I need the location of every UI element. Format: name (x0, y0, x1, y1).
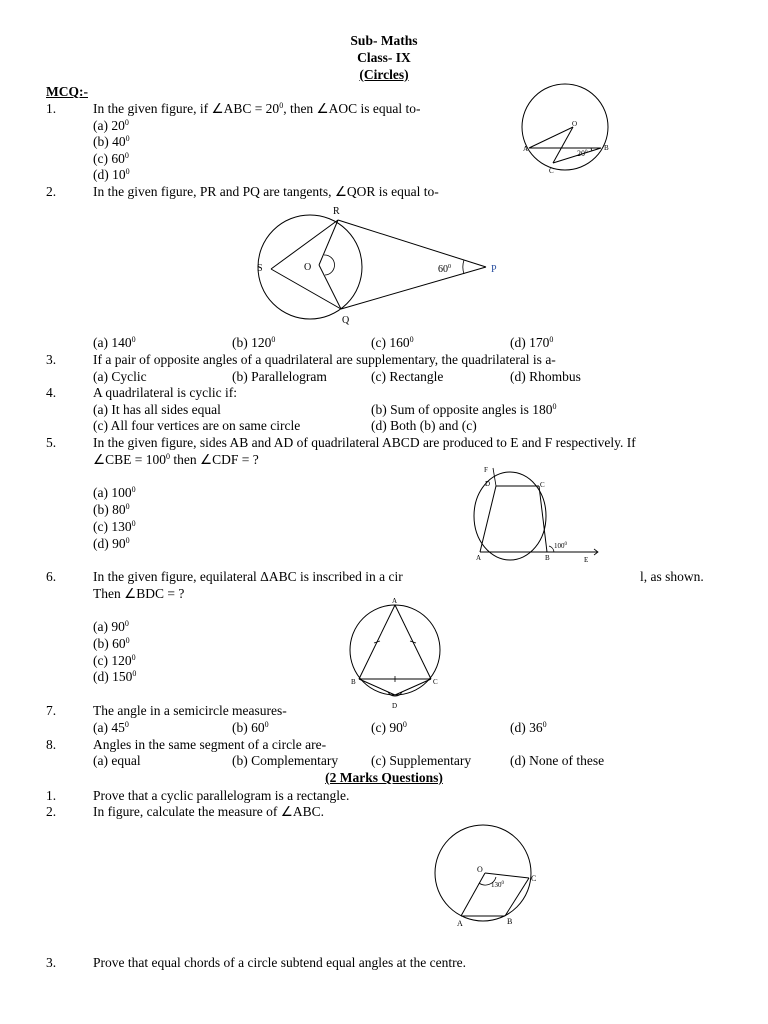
q5-fig-label-d: D (485, 480, 491, 488)
q6-fig-label-d: D (392, 702, 398, 710)
q8-text: Angles in the same segment of a circle are- (93, 737, 327, 752)
tm-q2-fig-label-c: C (531, 874, 537, 883)
q6-text-end: l, as shown. (640, 569, 704, 584)
chapter-title: (Circles) (359, 67, 409, 82)
q5-option-c: (c) $130^0$ (93, 519, 136, 534)
q1-fig-angle: $20^0$ (577, 149, 588, 158)
q6-number: 6. (46, 569, 57, 584)
q5-fig-label-b: B (545, 554, 550, 562)
q2-fig-label-p: P (491, 264, 497, 275)
q7-number: 7. (46, 703, 57, 718)
q7-option-c: (c) $90^0$ (371, 720, 407, 735)
q3-text: If a pair of opposite angles of a quadrilateral are supplementary, the quadrilateral is a- (93, 352, 556, 367)
q3-option-d: (d) Rhombus (510, 369, 581, 384)
q5-option-d: (d) $90^0$ (93, 536, 130, 551)
q6-text-start: In the given figure, equilateral ΔABC is inscribed in a cir (93, 569, 403, 584)
q5-fig-label-f: F (484, 466, 488, 474)
q5-number: 5. (46, 435, 57, 450)
class-title: Class- IX (357, 50, 411, 65)
q7-option-b: (b) $60^0$ (232, 720, 269, 735)
tm-q1-number: 1. (46, 788, 57, 803)
q8-option-b: (b) Complementary (232, 753, 339, 768)
q3-number: 3. (46, 352, 57, 367)
tm-q1-text: Prove that a cyclic parallelogram is a rectangle. (93, 788, 350, 803)
q3-option-b: (b) Parallelogram (232, 369, 327, 384)
q2-fig-label-o: O (304, 262, 312, 273)
q6-figure (345, 595, 445, 713)
q4-option-a: (a) It has all sides equal (93, 402, 221, 417)
q6-option-a: (a) $90^0$ (93, 619, 129, 634)
q3-option-c: (c) Rectangle (371, 369, 444, 384)
q2-option-d: (d) $170^0$ (510, 335, 554, 350)
q6-text-line2: Then ∠BDC = ? (93, 586, 185, 601)
q4-option-c: (c) All four vertices are on same circle (93, 418, 301, 433)
subject-title: Sub- Maths (350, 33, 418, 48)
q7-option-d: (d) $36^0$ (510, 720, 547, 735)
q8-number: 8. (46, 737, 57, 752)
q2-fig-label-r: R (333, 206, 340, 217)
q4-number: 4. (46, 385, 57, 400)
q1-option-d: (d) $10^0$ (93, 167, 130, 182)
q5-text-line2: ∠CBE = $100^0$ then ∠CDF = ? (93, 452, 259, 467)
tm-q2-fig-angle: $130^0$ (491, 881, 504, 889)
q7-text: The angle in a semicircle measures- (93, 703, 287, 718)
q6-option-b: (b) $60^0$ (93, 636, 130, 651)
q8-option-c: (c) Supplementary (371, 753, 472, 768)
q5-fig-angle: $100^0$ (554, 542, 567, 550)
q4-text: A quadrilateral is cyclic if: (93, 385, 237, 400)
q5-option-b: (b) $80^0$ (93, 502, 130, 517)
q3-option-a: (a) Cyclic (93, 369, 147, 384)
q8-option-a: (a) equal (93, 753, 141, 768)
q1-option-a: (a) $20^0$ (93, 118, 129, 133)
q6-fig-label-b: B (351, 678, 356, 686)
q5-fig-label-c: C (540, 481, 545, 489)
q6-option-d: (d) $150^0$ (93, 669, 137, 684)
q1-number: 1. (46, 101, 57, 116)
tm-q2-number: 2. (46, 804, 57, 819)
q2-option-a: (a) $140^0$ (93, 335, 136, 350)
q2-fig-label-s: S (257, 263, 263, 274)
q1-option-b: (b) $40^0$ (93, 134, 130, 149)
q2-fig-label-q: Q (342, 315, 350, 326)
q2-figure (255, 200, 505, 330)
q5-text-line1: In the given figure, sides AB and AD of quadrilateral ABCD are produced to E and F respectively. If (93, 435, 636, 450)
q1-text: In the given figure, if ∠ABC = $20^0$, then ∠AOC is equal to- (93, 101, 421, 116)
mcq-heading: MCQ:- (46, 84, 88, 99)
q5-figure (462, 458, 607, 568)
q5-fig-label-e: E (584, 556, 589, 564)
q1-fig-label-c: C (549, 167, 554, 175)
q5-option-a: (a) $100^0$ (93, 485, 136, 500)
q8-option-d: (d) None of these (510, 753, 605, 768)
tm-q3-number: 3. (46, 955, 57, 970)
q2-option-c: (c) $160^0$ (371, 335, 414, 350)
tm-q3-text: Prove that equal chords of a circle subtend equal angles at the centre. (93, 955, 466, 970)
q6-option-c: (c) $120^0$ (93, 653, 136, 668)
q4-option-b: (b) Sum of opposite angles is $180^0$ (371, 402, 557, 417)
tm-q2-fig-label-a: A (457, 919, 463, 928)
tm-q2-fig-label-o: O (477, 865, 483, 874)
q1-option-c: (c) $60^0$ (93, 151, 129, 166)
tm-q2-figure (425, 820, 550, 932)
q6-fig-label-c: C (433, 678, 438, 686)
tm-q2-fig-label-b: B (507, 917, 513, 926)
q5-fig-label-a: A (476, 554, 482, 562)
q4-option-d: (d) Both (b) and (c) (371, 418, 477, 433)
q1-figure (515, 80, 625, 180)
q2-fig-angle: $60^0$ (438, 264, 451, 275)
q6-fig-label-a: A (392, 597, 398, 605)
q2-number: 2. (46, 184, 57, 199)
q1-fig-label-o: O (572, 120, 578, 128)
q7-option-a: (a) $45^0$ (93, 720, 129, 735)
q2-text: In the given figure, PR and PQ are tangents, ∠QOR is equal to- (93, 184, 439, 199)
q1-fig-label-a: A (523, 145, 529, 153)
two-marks-heading: (2 Marks Questions) (325, 770, 443, 785)
q1-fig-label-b: B (604, 144, 609, 152)
q2-option-b: (b) $120^0$ (232, 335, 276, 350)
tm-q2-text: In figure, calculate the measure of ∠ABC. (93, 804, 325, 819)
